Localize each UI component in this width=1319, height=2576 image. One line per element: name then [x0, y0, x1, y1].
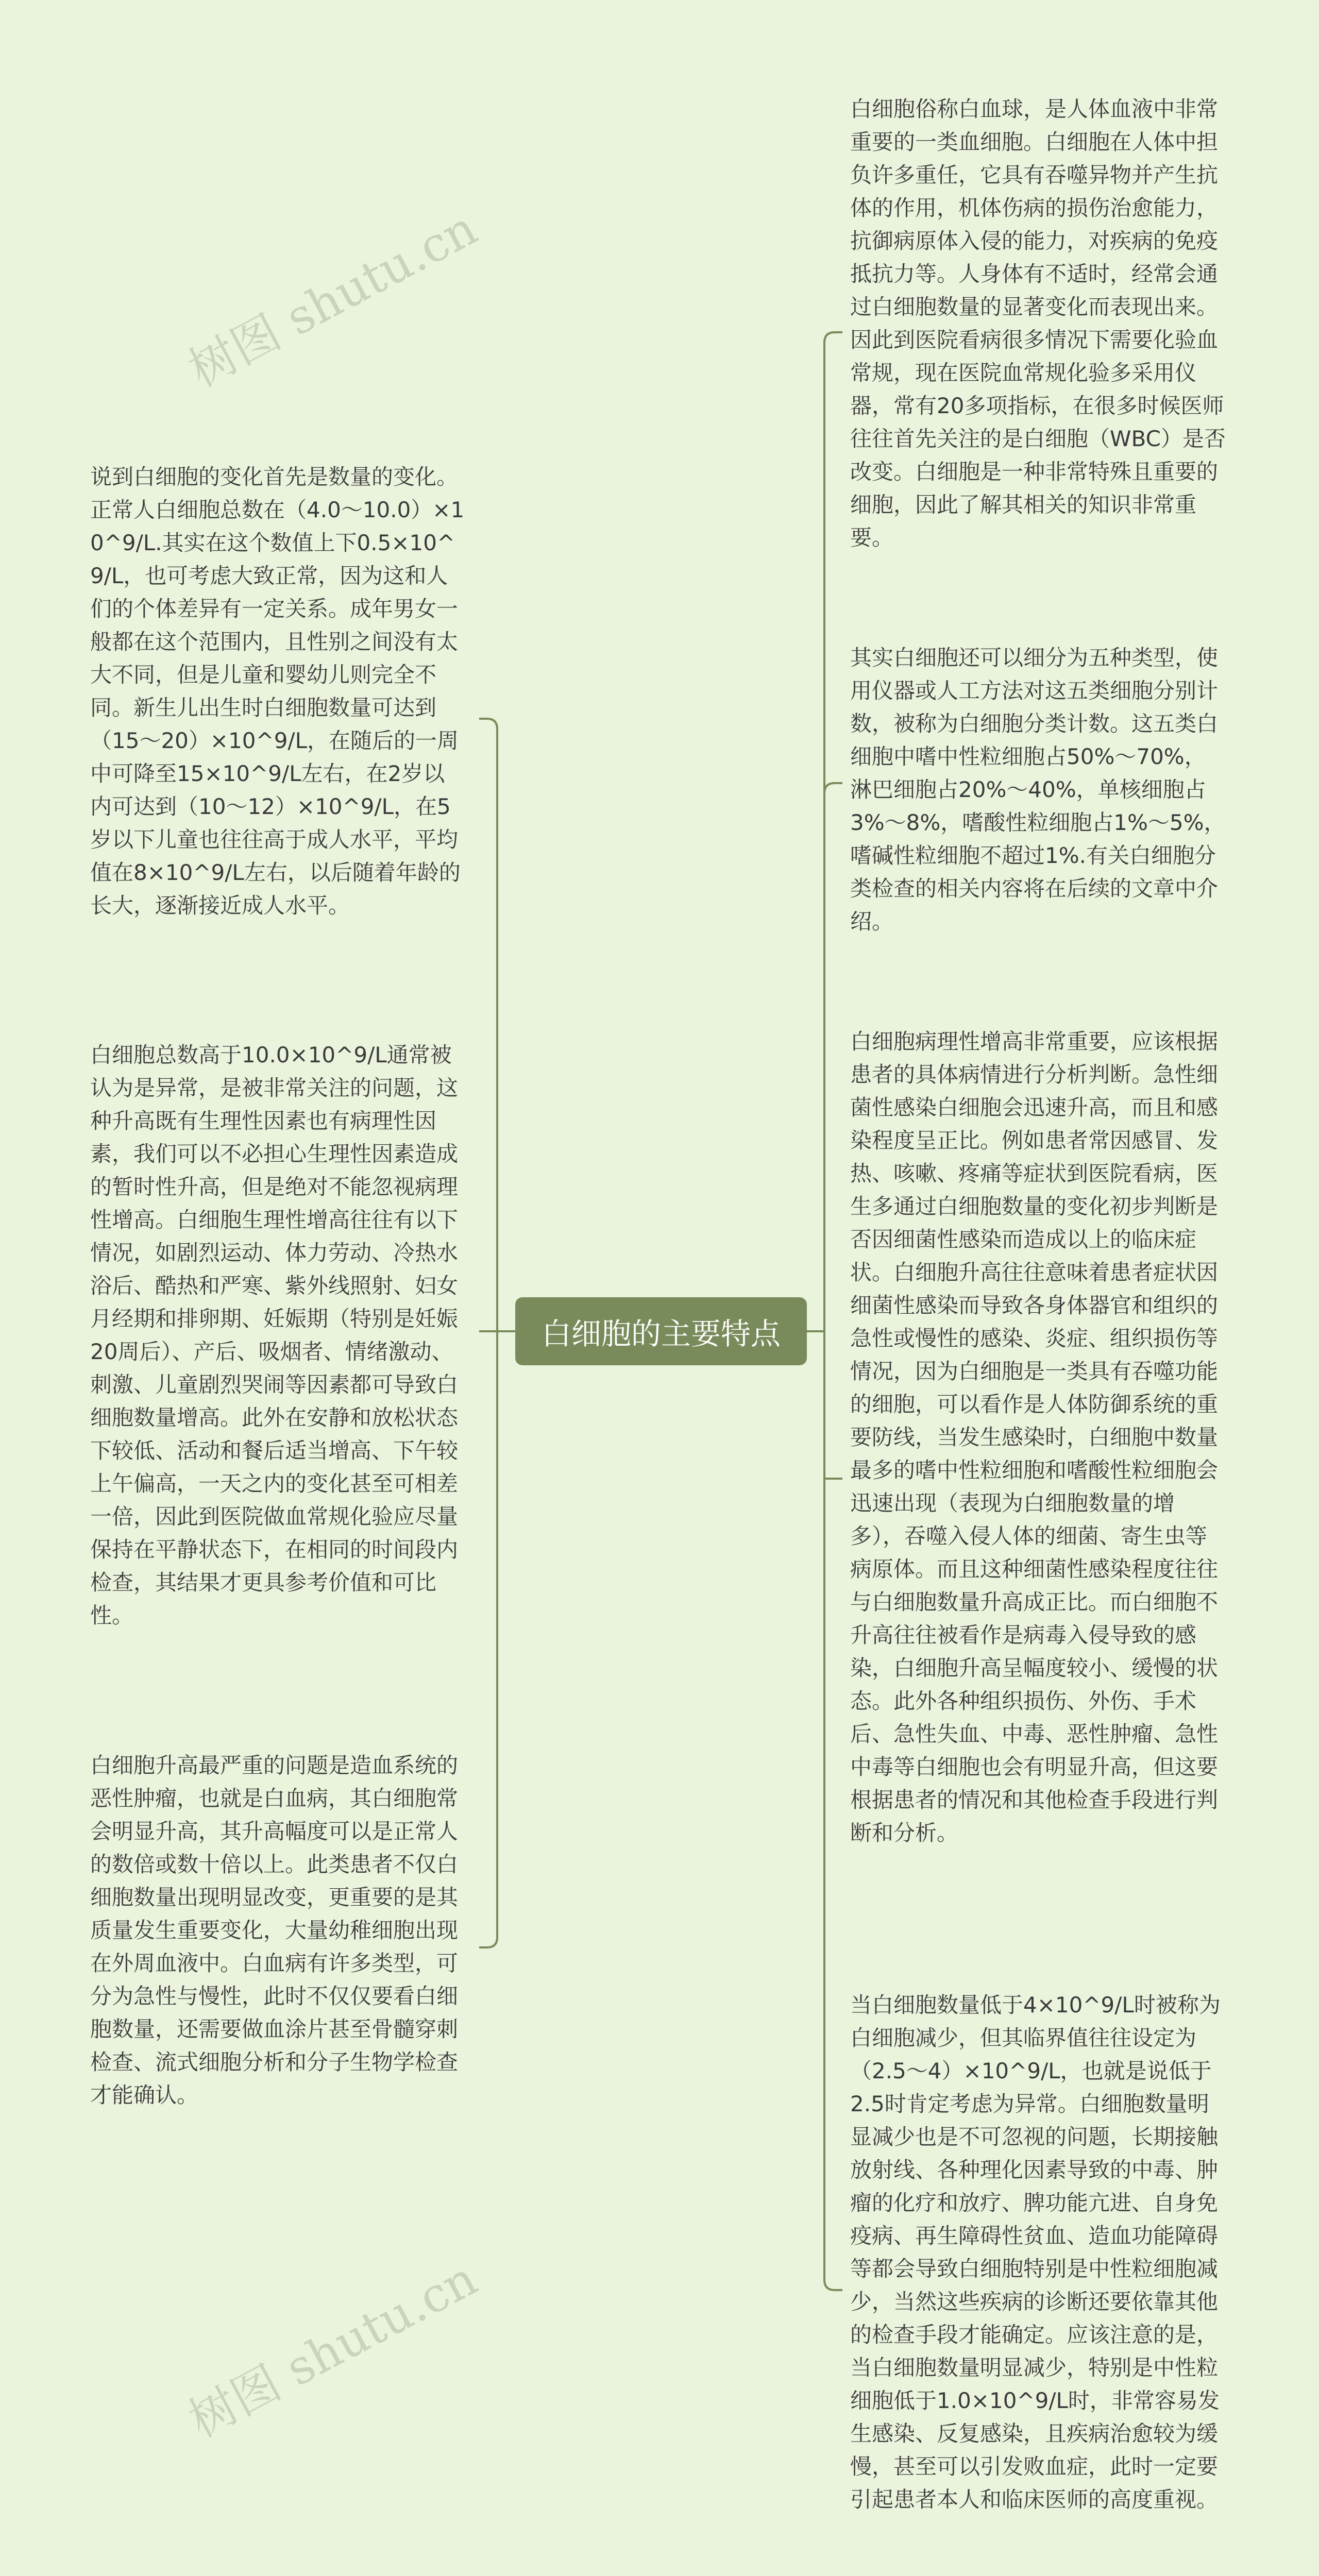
- left-branch-2: [479, 1937, 497, 1947]
- right-branch-1: [824, 783, 842, 793]
- right-topic-introduction: 白细胞俗称白血球，是人体血液中非常重要的一类血细胞。白细胞在人体中担负许多重任，它具有吞噬异物并产生抗体的作用，机体伤病的损伤治愈能力，抗御病原体入侵的能力，对疾病的免疫抵抗力等。人身体有不适时，经常会通过白细胞数量的显著变化而表现出来。因此到医院看病很多情况下需要化验血常规，现在医院血常规化验多采用仪器，常有20多项指标，在很多时候医师往往首先关注的是白细胞（WBC）是否改变。白细胞是一种非常特殊且重要的细胞，因此了解其相关的知识非常重要。: [850, 96, 1226, 550]
- right-topic-five-types: 其实白细胞还可以细分为五种类型，使用仪器或人工方法对这五类细胞分别计数，被称为白细胞分类计数。这五类白细胞中嗜中性粒细胞占50%～70%，淋巴细胞占20%～40%，单核细胞占3%～8%，嗜酸性粒细胞占1%～5%，嗜碱性粒细胞不超过1%.有关白细胞分类检查的相关内容将在后续的文章中介绍。: [850, 645, 1226, 934]
- left-branch-0: [479, 719, 497, 729]
- watermark-2: 树图 shutu.cn: [180, 2250, 486, 2449]
- watermark-1: 树图 shutu.cn: [180, 200, 486, 398]
- left-topic-physiological-increase: 白细胞总数高于10.0×10^9/L通常被认为是异常，是被非常关注的问题，这种升高既有生理性因素也有病理性因素，我们可以不必担心生理性因素造成的暂时性升高，但是绝对不能忽视病理性增高。白细胞生理性增高往往有以下情况，如剧烈运动、体力劳动、冷热水浴后、酷热和严寒、紫外线照射、妇女月经期和排卵期、妊娠期（特别是妊娠20周后）、产后、吸烟者、情绪激动、刺激、儿童剧烈哭闹等因素都可导致白细胞数量增高。此外在安静和放松状态下较低、活动和餐后适当增高、下午较上午偏高，一天之内的变化甚至可相差一倍，因此到医院做血常规化验应尽量保持在平静状态下，在相同的时间段内检查，其结果才更具参考价值和可比性。: [90, 1042, 459, 1628]
- left-topic-count-variation: 说到白细胞的变化首先是数量的变化。正常人白细胞总数在（4.0～10.0）×10^9/L.其实在这个数值上下0.5×10^9/L，也可考虑大致正常，因为这和人们的个体差异有一定关系。成年男女一般都在这个范围内，且性别之间没有太大不同，但是儿童和婴幼儿则完全不同。新生儿出生时白细胞数量可达到（15～20）×10^9/L，在随后的一周中可降至15×10^9/L左右，在2岁以内可达到（10～12）×10^9/L，在5岁以下儿童也往往高于成人水平，平均值在8×10^9/L左右，以后随着年龄的长大，逐渐接近成人水平。: [90, 464, 465, 918]
- left-topic-leukemia: 白细胞升高最严重的问题是造血系统的恶性肿瘤，也就是白血病，其白细胞常会明显升高，其升高幅度可以是正常人的数倍或数十倍以上。此类患者不仅白细胞数量出现明显改变，更重要的是其质量发生重要变化，大量幼稚细胞出现在外周血液中。白血病有许多类型，可分为急性与慢性，此时不仅仅要看白细胞数量，还需要做血涂片甚至骨髓穿刺检查、流式细胞分析和分子生物学检查才能确认。: [90, 1753, 459, 2108]
- right-branch-0: [824, 332, 842, 343]
- right-branch-3: [824, 2280, 842, 2290]
- central-topic[interactable]: 白细胞的主要特点: [515, 1297, 807, 1365]
- right-topic-pathological-increase: 白细胞病理性增高非常重要，应该根据患者的具体病情进行分析判断。急性细菌性感染白细胞会迅速升高，而且和感染程度呈正比。例如患者常因感冒、发热、咳嗽、疼痛等症状到医院看病，医生多通过白细胞数量的变化初步判断是否因细菌性感染而造成以上的临床症状。白细胞升高往往意味着患者症状因细菌性感染而导致各身体器官和组织的急性或慢性的感染、炎症、组织损伤等情况，因为白细胞是一类具有吞噬功能的细胞，可以看作是人体防御系统的重要防线，当发生感染时，白细胞中数量最多的嗜中性粒细胞和嗜酸性粒细胞会迅速出现（表现为白细胞数量的增多），吞噬入侵人体的细菌、寄生虫等病原体。而且这种细菌性感染程度往往与白细胞数量升高成正比。而白细胞不升高往往被看作是病毒入侵导致的感染，白细胞升高呈幅度较小、缓慢的状态。此外各种组织损伤、外伤、手术后、急性失血、中毒、恶性肿瘤、急性中毒等白细胞也会有明显升高，但这要根据患者的情况和其他检查手段进行判断和分析。: [850, 1029, 1219, 1845]
- right-topic-leukopenia: 当白细胞数量低于4×10^9/L时被称为白细胞减少，但其临界值往往设定为（2.5～4）×10^9/L，也就是说低于2.5时肯定考虑为异常。白细胞数量明显减少也是不可忽视的问题，长期接触放射线、各种理化因素导致的中毒、肿瘤的化疗和放疗、脾功能亢进、自身免疫病、再生障碍性贫血、造血功能障碍等都会导致白细胞特别是中性粒细胞减少，当然这些疾病的诊断还要依靠其他的检查手段才能确定。应该注意的是，当白细胞数量明显减少，特别是中性粒细胞低于1.0×10^9/L时，非常容易发生感染、反复感染，且疾病治愈较为缓慢，甚至可以引发败血症，此时一定要引起患者本人和临床医师的高度重视。: [850, 1992, 1221, 2512]
